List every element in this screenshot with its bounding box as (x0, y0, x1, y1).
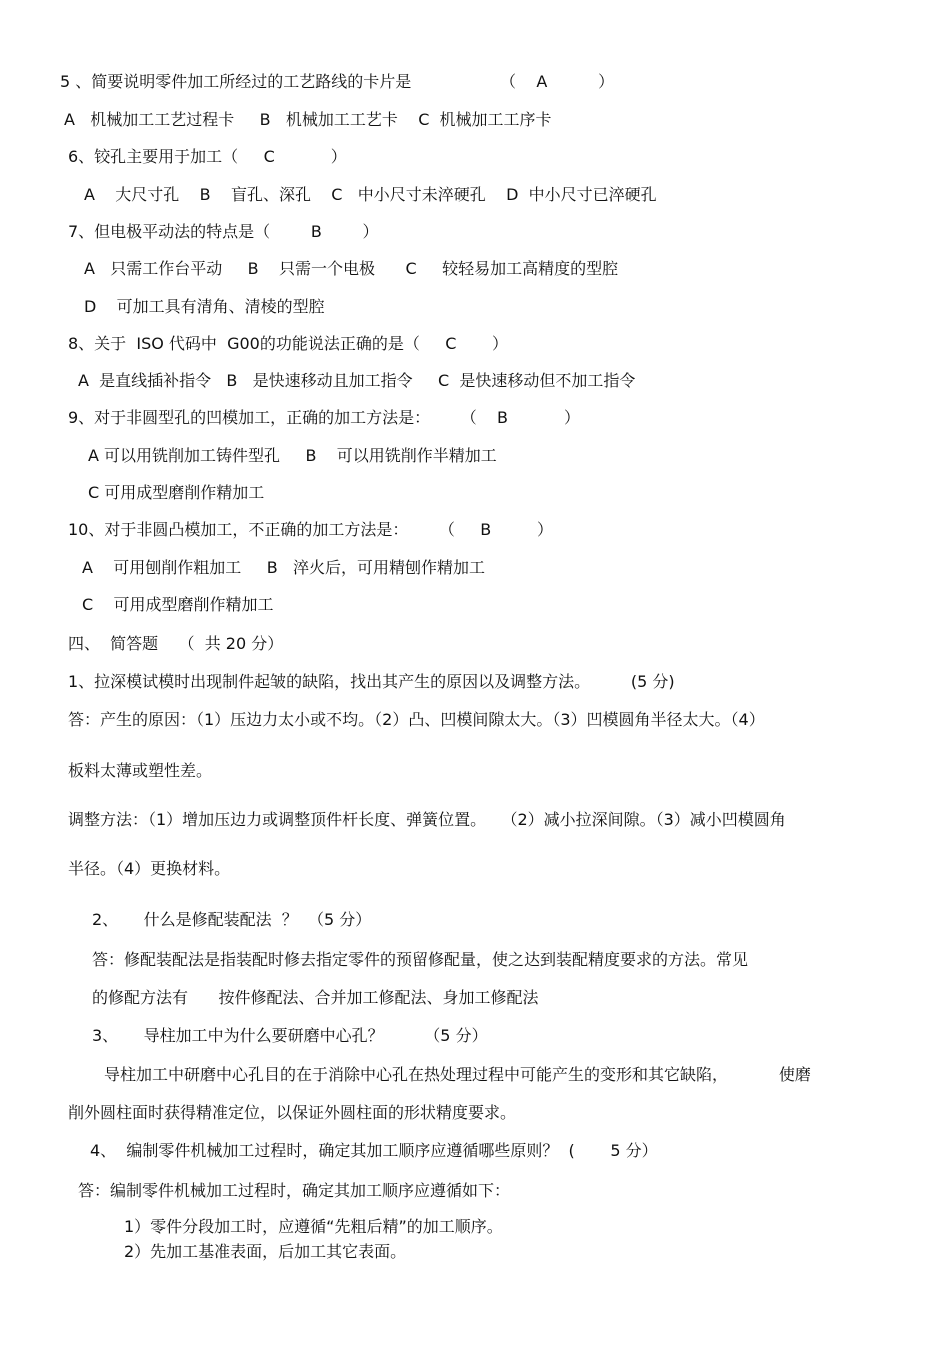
answer-1-line1: 答：产生的原因：（1）压边力太小或不均。（2）凸、凹模间隙太大。（3）凹模圆角半径太大。（4） (68, 710, 765, 729)
question-7-options-line1: A 只需工作台平动 B 只需一个电极 C 较轻易加工高精度的型腔 (84, 259, 619, 278)
section-title: 四、 简答题 （ 共 20 分） (68, 634, 284, 653)
question-9-text: 9、对于非圆型孔的凹模加工，正确的加工方法是： （ B ） (68, 408, 580, 427)
question-10-text: 10、对于非圆凸模加工，不正确的加工方法是： （ B ） (68, 520, 554, 539)
answer-4-intro: 答：编制零件机械加工过程时，确定其加工顺序应遵循如下： (78, 1181, 511, 1200)
answer-1-line4: 半径。（4）更换材料。 (68, 859, 231, 878)
question-9-options-line2: C 可用成型磨削作精加工 (88, 483, 265, 502)
question-5-options: A 机械加工工艺过程卡 B 机械加工工艺卡 C 机械加工工序卡 (64, 110, 552, 129)
question-8-text: 8、关于 ISO 代码中 G00的功能说法正确的是（ C ） (68, 334, 509, 353)
question-5-text: 5 、简要说明零件加工所经过的工艺路线的卡片是 (60, 72, 412, 91)
short-question-3: 3、 导柱加工中为什么要研磨中心孔？ （5 分） (92, 1026, 488, 1045)
short-question-4: 4、 编制零件机械加工过程时，确定其加工顺序应遵循哪些原则？ ( 5 分） (90, 1141, 658, 1160)
question-6-text: 6、铰孔主要用于加工（ C ） (68, 147, 347, 166)
answer-2-line1: 答：修配装配法是指装配时修去指定零件的预留修配量，使之达到装配精度要求的方法。常见 (92, 950, 749, 969)
short-question-1: 1、拉深模试模时出现制件起皱的缺陷，找出其产生的原因以及调整方法。 (5 分) (68, 672, 675, 691)
question-9-options-line1: A 可以用铣削加工铸件型孔 B 可以用铣削作半精加工 (88, 446, 497, 465)
answer-3-line1: 导柱加工中研磨中心孔目的在于消除中心孔在热处理过程中可能产生的变形和其它缺陷， 使磨 (104, 1065, 811, 1084)
answer-1-line2: 板料太薄或塑性差。 (68, 761, 213, 780)
answer-1-line3: 调整方法：（1）增加压边力或调整顶件杆长度、弹簧位置。 （2）减小拉深间隙。（3）减小凹模圆角 (68, 810, 786, 829)
question-10-options-line2: C 可用成型磨削作精加工 (82, 595, 274, 614)
question-6-options: A 大尺寸孔 B 盲孔、深孔 C 中小尺寸未淬硬孔 D 中小尺寸已淬硬孔 (84, 185, 657, 204)
answer-3-line2: 削外圆柱面时获得精准定位，以保证外圆柱面的形状精度要求。 (68, 1103, 517, 1122)
question-8-options: A 是直线插补指令 B 是快速移动且加工指令 C 是快速移动但不加工指令 (78, 371, 636, 390)
question-7-text: 7、但电极平动法的特点是（ B ） (68, 222, 379, 241)
question-5-answer: （ A ） (500, 72, 615, 91)
answer-2-line2: 的修配方法有 按件修配法、合并加工修配法、身加工修配法 (92, 988, 539, 1007)
answer-4-principle-1: 1）零件分段加工时，应遵循“先粗后精”的加工顺序。 (124, 1217, 503, 1236)
short-question-2: 2、 什么是修配装配法 ？ （5 分） (92, 910, 372, 929)
question-7-options-line2: D 可加工具有清角、清棱的型腔 (84, 297, 325, 316)
question-10-options-line1: A 可用刨削作粗加工 B 淬火后，可用精刨作精加工 (82, 558, 485, 577)
answer-4-principle-2: 2）先加工基准表面，后加工其它表面。 (124, 1242, 407, 1261)
